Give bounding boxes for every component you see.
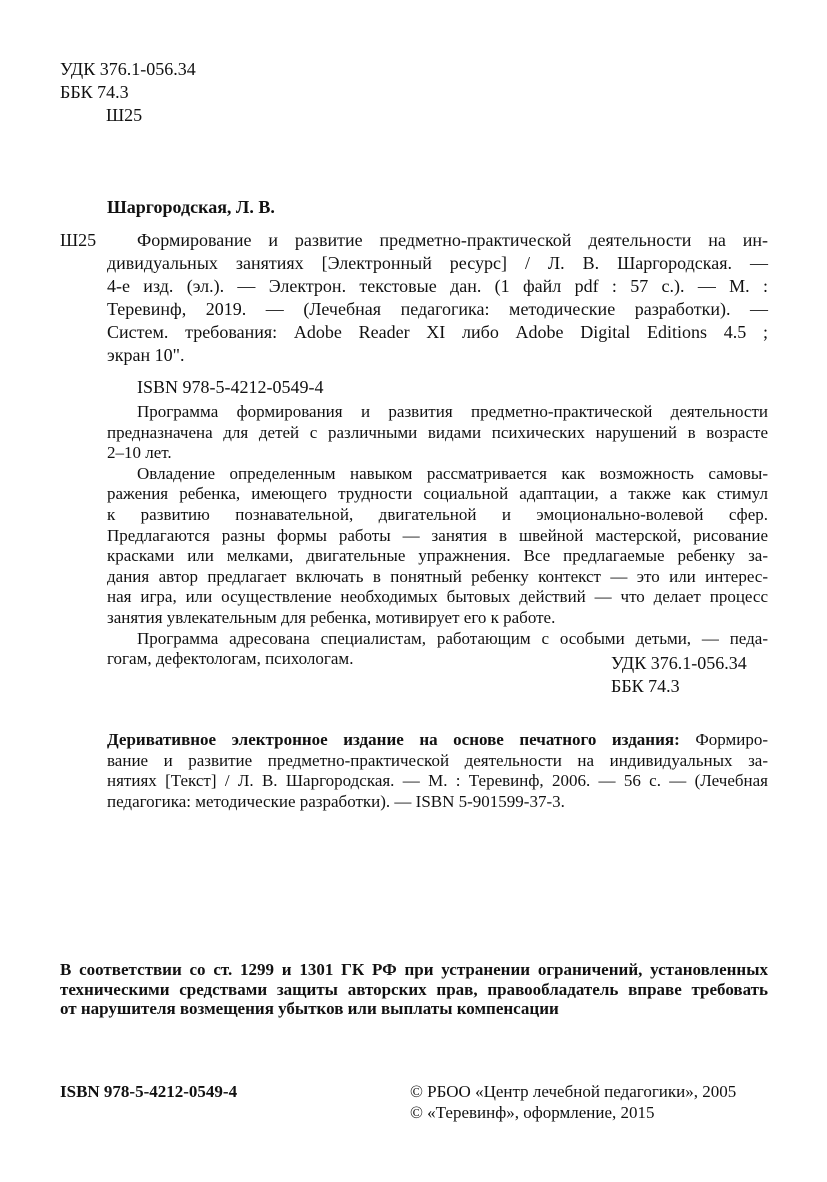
record-mark: Ш25 (60, 230, 97, 250)
annotation-line: занятия увлекательным для ребенка, мотивирует его к работе. (107, 608, 556, 627)
footer-isbn: ISBN 978-5-4212-0549-4 (60, 1082, 238, 1101)
annotation-line: Овладение определенным навыком рассматривается как возможность самовы- (137, 463, 768, 483)
annotation-line: к развитию познавательной, двигательной и эмоционально-волевой сфер. (107, 505, 768, 524)
bbk-code: ББК 74.3 (60, 82, 129, 102)
annotation-line: дания автор предлагает включать в понятный ребенку контекст — это или интерес- (107, 566, 768, 586)
description-line: экран 10". (107, 345, 185, 365)
description-line: дивидуальных занятиях [Электронный ресурс] / Л. В. Шаргородская. — (107, 253, 768, 273)
annotation-udk: УДК 376.1-056.34 (611, 653, 747, 673)
udk-code: УДК 376.1-056.34 (60, 59, 196, 79)
legal-notice-line: В соответствии со ст. 1299 и 1301 ГК РФ при устранении ограничений, установленных (60, 960, 768, 979)
derivative-line: педагогика: методические разработки). — ISBN 5-901599-37-3. (107, 791, 565, 811)
derivative-line: вание и развитие предметно-практической деятельности на индивидуальных за- (107, 750, 768, 770)
description-line: Систем. требования: Adobe Reader XI либо Adobe Digital Editions 4.5 ; (107, 322, 768, 342)
copyright-line: © РБОО «Центр лечебной педагогики», 2005 (410, 1082, 737, 1101)
author-heading: Шаргородская, Л. В. (107, 197, 275, 217)
description-line: Теревинф, 2019. — (Лечебная педагогика: методические разработки). — (107, 299, 768, 319)
derivative-first-line (107, 730, 768, 751)
copyright-line: © «Теревинф», оформление, 2015 (410, 1103, 655, 1122)
author-mark: Ш25 (106, 105, 143, 125)
legal-notice-line: техническими средствами защиты авторских прав, правообладатель вправе требовать (60, 979, 768, 999)
annotation-line: предназначена для детей с различными видами психических нарушений в возрасте (107, 422, 768, 442)
annotation-bbk: ББК 74.3 (611, 676, 680, 696)
derivative-first-rest: Формиро- (695, 730, 769, 749)
legal-notice-line: от нарушителя возмещения убытков или выплаты компенсации (60, 999, 559, 1018)
description-line: Формирование и развитие предметно-практической деятельности на ин- (137, 230, 768, 250)
annotation-line: 2–10 лет. (107, 443, 172, 463)
annotation-line: гогам, дефектологам, психологам. (107, 649, 354, 669)
record-isbn: ISBN 978-5-4212-0549-4 (137, 377, 324, 397)
annotation-line: ная игра, или осуществление необходимых бытовых действий — что делает процесс (107, 587, 768, 607)
derivative-line: нятиях [Текст] / Л. В. Шаргородская. — М. : Теревинф, 2006. — 56 с. — (Лечебная (107, 771, 768, 791)
annotation-line: Предлагаются разны формы работы — занятия в швейной мастерской, рисование (107, 525, 768, 545)
annotation-line: Программа формирования и развития предметно-практической деятельности (137, 402, 768, 421)
annotation-line: Программа адресована специалистам, работающим с особыми детьми, — педа- (137, 628, 768, 648)
annotation-line: ражения ребенка, имеющего трудности социальной адаптации, а также как стимул (107, 484, 768, 504)
description-line: 4-е изд. (эл.). — Электрон. текстовые дан. (1 файл pdf : 57 с.). — М. : (107, 276, 768, 296)
annotation-line: красками или мелками, двигательные упражнения. Все предлагаемые ребенку за- (107, 546, 768, 566)
derivative-bold-lead: Деривативное электронное издание на основе печатного издания: (107, 730, 680, 749)
